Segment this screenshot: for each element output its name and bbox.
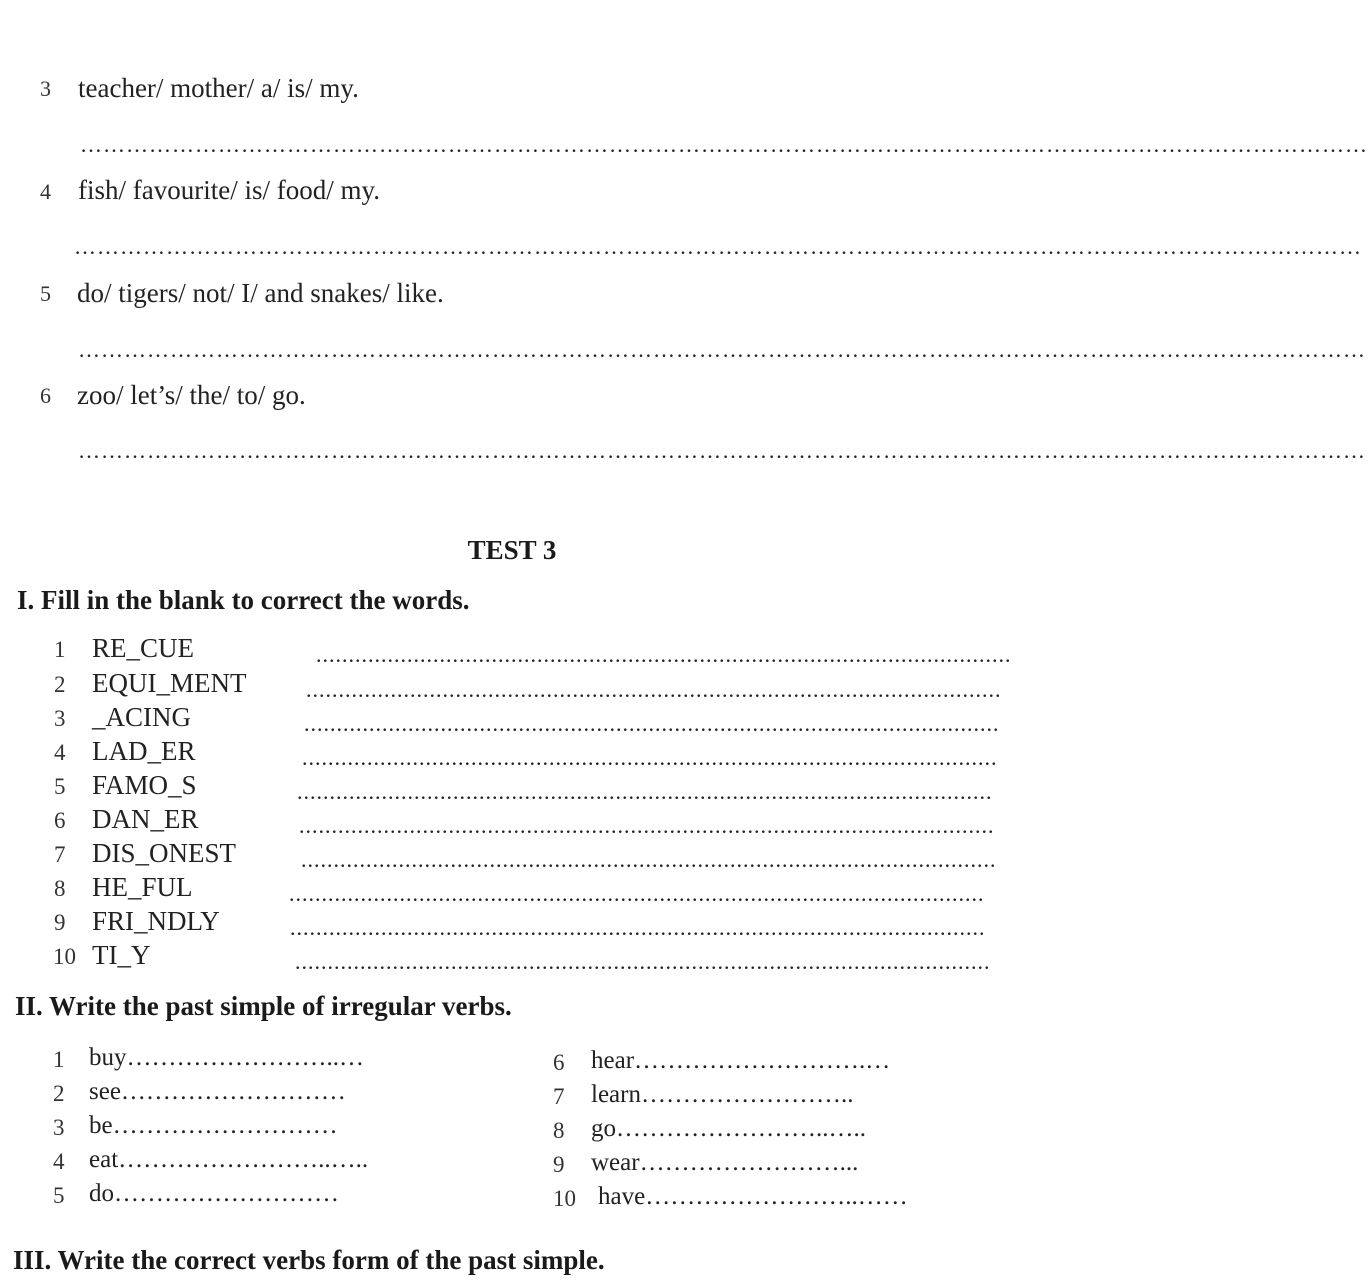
sentence-text: do/ tigers/ not/ I/ and snakes/ like. — [77, 278, 444, 308]
verb-text: be……………………… — [89, 1112, 338, 1139]
verb-number: 1 — [53, 1047, 65, 1072]
answer-line[interactable]: ........................................................................................................... — [299, 813, 995, 838]
word-number: 10 — [53, 944, 76, 969]
answer-line[interactable]: ........................................................................................................... — [290, 915, 986, 940]
scrambled-word: EQUI_MENT — [92, 668, 247, 698]
scrambled-word: TI_Y — [92, 940, 151, 970]
answer-line[interactable]: ........................................................................................................... — [289, 881, 985, 906]
answer-line[interactable]: ........................................................................................................... — [316, 642, 1012, 667]
verb-text: have……………………..…… — [598, 1183, 908, 1210]
answer-line[interactable]: ........................................................................................................... — [301, 847, 997, 872]
verb-number: 7 — [553, 1084, 565, 1109]
section-2-heading: II. Write the past simple of irregular verbs. — [15, 991, 512, 1021]
verb-number: 6 — [553, 1050, 565, 1075]
verb-number: 4 — [53, 1149, 65, 1174]
scrambled-word: DIS_ONEST — [92, 838, 237, 868]
sentence-number: 5 — [40, 281, 51, 306]
word-number: 7 — [54, 842, 66, 867]
answer-line[interactable]: ........................................................................................................... — [297, 779, 993, 804]
scrambled-word: FAMO_S — [92, 770, 197, 800]
sentence-text: fish/ favourite/ is/ food/ my. — [78, 175, 380, 205]
section-1-heading: I. Fill in the blank to correct the words. — [17, 585, 470, 615]
verb-number: 10 — [553, 1186, 576, 1211]
sentence-text: zoo/ let’s/ the/ to/ go. — [77, 380, 306, 410]
verb-number: 2 — [53, 1081, 65, 1106]
verb-number: 3 — [53, 1115, 65, 1140]
verb-text: go……………………..….. — [591, 1115, 866, 1142]
verb-text: buy……………………..… — [89, 1044, 364, 1071]
verb-number: 5 — [53, 1183, 65, 1208]
scrambled-word: RE_CUE — [92, 633, 195, 663]
answer-line[interactable]: ........................................................................................................... — [295, 949, 991, 974]
answer-line[interactable]: ........................................................................................................... — [304, 711, 1000, 736]
test-title: TEST 3 — [467, 535, 557, 565]
word-number: 4 — [54, 740, 66, 765]
answer-line[interactable]: …………………………………………………………………………………………………………………………………………………… — [78, 337, 1366, 362]
sentence-number: 6 — [40, 383, 51, 408]
scrambled-word: DAN_ER — [92, 804, 199, 834]
sentence-number: 4 — [40, 179, 51, 204]
word-number: 3 — [54, 706, 66, 731]
scrambled-word: _ACING — [92, 702, 191, 732]
word-number: 1 — [54, 637, 66, 662]
scrambled-word: FRI_NDLY — [92, 906, 220, 936]
verb-number: 8 — [553, 1118, 565, 1143]
section-3-heading: III. Write the correct verbs form of the past simple. — [13, 1245, 605, 1275]
verb-text: see……………………… — [89, 1078, 346, 1105]
scrambled-word: LAD_ER — [92, 736, 196, 766]
word-number: 6 — [54, 808, 66, 833]
verb-number: 9 — [553, 1152, 565, 1177]
sentence-number: 3 — [40, 76, 51, 101]
answer-line[interactable]: ........................................................................................................... — [306, 677, 1002, 702]
answer-line[interactable]: …………………………………………………………………………………………………………………………………………………… — [80, 132, 1368, 157]
word-number: 2 — [54, 672, 66, 697]
scrambled-word: HE_FUL — [92, 872, 193, 902]
verb-text: eat……………………..….. — [89, 1146, 369, 1173]
answer-line[interactable]: …………………………………………………………………………………………………………………………………………………… — [78, 438, 1366, 463]
verb-text: hear……………………….… — [591, 1047, 891, 1074]
verb-text: learn…………………….. — [591, 1081, 854, 1108]
answer-line[interactable]: ........................................................................................................... — [302, 745, 998, 770]
word-number: 9 — [54, 910, 66, 935]
answer-line[interactable]: …………………………………………………………………………………………………………………………………………………… — [74, 234, 1362, 259]
verb-text: do……………………… — [89, 1180, 339, 1207]
word-number: 8 — [54, 876, 66, 901]
sentence-text: teacher/ mother/ a/ is/ my. — [78, 73, 359, 103]
word-number: 5 — [54, 774, 66, 799]
verb-text: wear……………………... — [591, 1149, 859, 1176]
